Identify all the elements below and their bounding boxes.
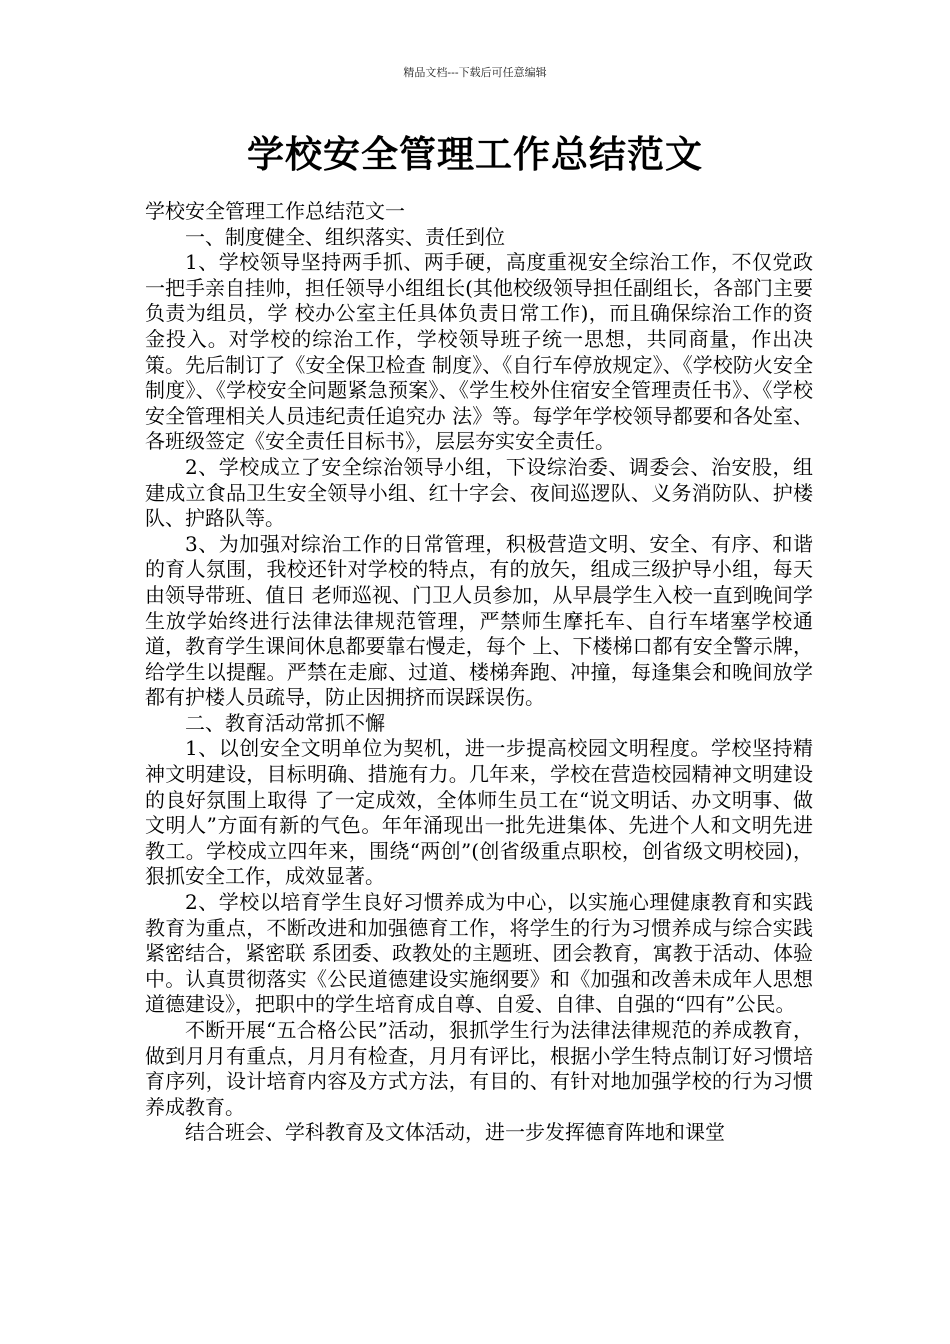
section-heading: 二、教育活动常抓不懈 <box>185 710 385 735</box>
document-body <box>145 199 813 1146</box>
body-paragraph: 3、为加强对综治工作的日常管理，积极营造文明、安全、有序、和谐的育人氛围，我校还针对学校的特点，有的放矢，组成三级护导小组，每天由领导带班、值日 老师巡视、门卫人员参加，从早晨学生入校一直到晚间学生放学始终进行法律法律规范管理，严禁师生摩托车、自行车堵塞学校通道，教育学生课间休息都要靠右慢走，每个 上、下楼梯口都有安全警示牌，给学生以提醒。严禁在走廊、过道、楼梯奔跑、冲撞，每逢集会和晚间放学都有护楼人员疏导，防止因拥挤而误踩误伤。 <box>145 531 813 710</box>
body-paragraph: 不断开展“五合格公民”活动，狠抓学生行为法律法律规范的养成教育，做到月月有重点，月月有检查，月月有评比，根据小学生特点制订好习惯培育序列，设计培育内容及方式方法，有目的、有针对地加强学校的行为习惯养成教育。 <box>145 1018 813 1119</box>
subtitle-paragraph: 学校安全管理工作总结范文一 <box>145 199 405 223</box>
header-note: 精品文档---下载后可任意编辑 <box>403 66 547 79</box>
body-paragraph: 1、学校领导坚持两手抓、两手硬，高度重视安全综治工作，不仅党政一把手亲自挂帅，担任领导小组组长(其他校级领导担任副组长，各部门主要负责为组员，学 校办公室主任具体负责日常工作)，而且确保综治工作的资金投入。对学校的综治工作，学校领导班子统一思想，共同商量，作出决策。先后制订了《安全保卫检查 制度》、《自行车停放规定》、《学校防火安全制度》、《学校安全问题紧急预案》、《学生校外住宿安全管理责任书》、《学校安全管理相关人员违纪责任追究办 法》等。每学年学校领导都要和各处室、各班级签定《安全责任目标书》，层层夯实安全责任。 <box>145 250 813 454</box>
body-paragraph: 2、学校以培育学生良好习惯养成为中心，以实施心理健康教育和实践教育为重点，不断改进和加强德育工作，将学生的行为习惯养成与综合实践紧密结合，紧密联 系团委、政教处的主题班、团会教育，寓教于活动、体验中。认真贯彻落实《公民道德建设实施纲要》和《加强和改善未成年人思想道德建设》，把职中的学生培育成自尊、自爱、自律、自强的“四有”公民。 <box>145 890 813 1017</box>
body-paragraph: 结合班会、学科教育及文体活动，进一步发挥德育阵地和课堂 <box>185 1120 725 1145</box>
document-title: 学校安全管理工作总结范文 <box>247 133 703 176</box>
body-paragraph: 2、学校成立了安全综治领导小组，下设综治委、调委会、治安股，组建成立食品卫生安全领导小组、红十字会、夜间巡逻队、义务消防队、护楼队、护路队等。 <box>145 454 813 531</box>
body-paragraph: 1、以创安全文明单位为契机，进一步提高校园文明程度。学校坚持精神文明建设，目标明确、措施有力。几年来，学校在营造校园精神文明建设的良好氛围上取得 了一定成效，全体师生员工在“说文明话、办文明事、做文明人”方面有新的气色。年年涌现出一批先进集体、先进个人和文明先进教工。学校成立四年来，围绕“两创”(创省级重点职校，创省级文明校园)，狠抓安全工作，成效显著。 <box>145 736 813 889</box>
section-heading: 一、制度健全、组织落实、责任到位 <box>185 224 505 249</box>
